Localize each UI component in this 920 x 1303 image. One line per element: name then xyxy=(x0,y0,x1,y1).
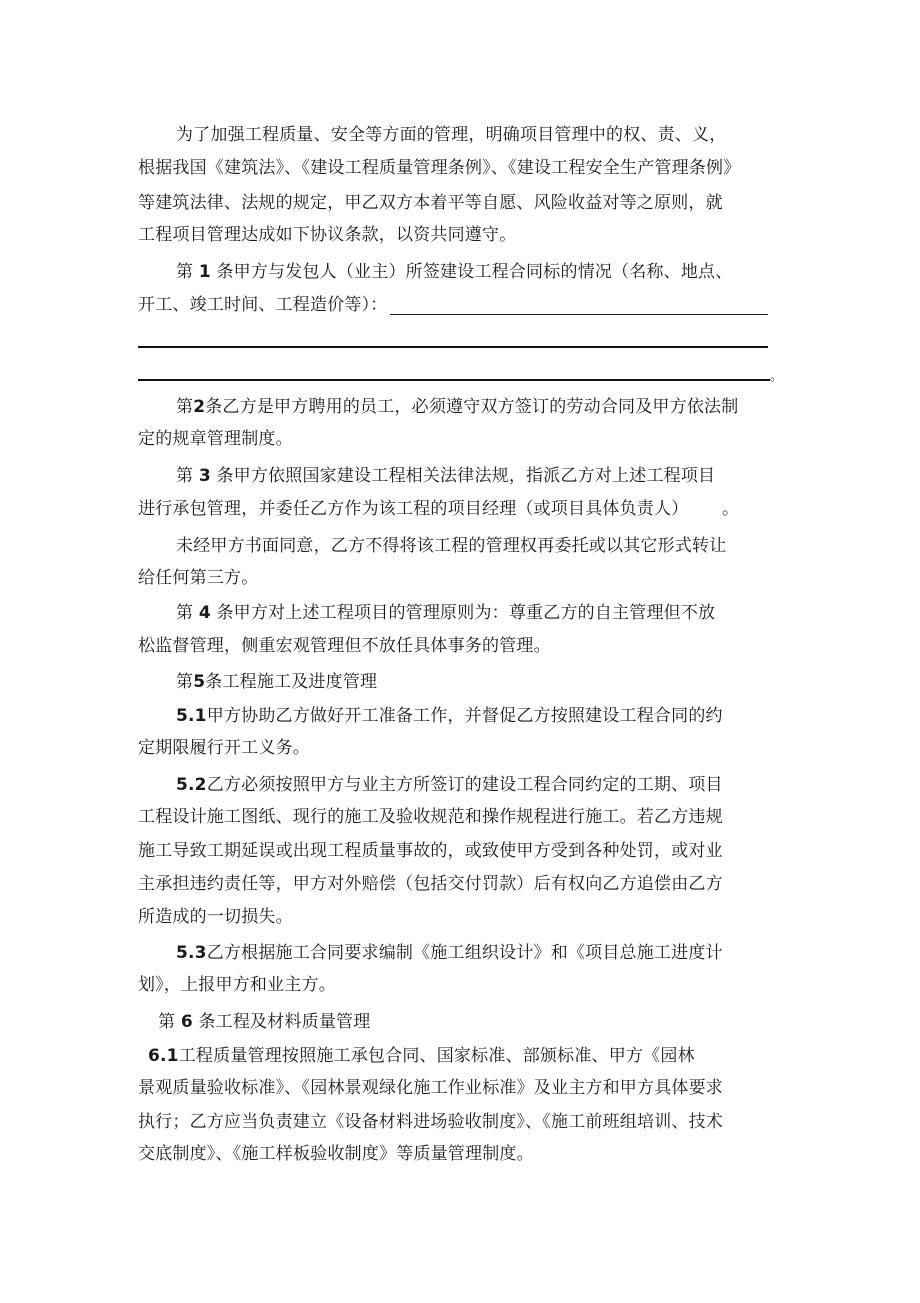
section-6-1-line-3: 执行；乙方应当负责建立《设备材料进场验收制度》、《施工前班组培训、技术 xyxy=(138,1112,723,1132)
article-1-line-2: 开工、竣工时间、工程造价等）： xyxy=(138,295,388,315)
article-6-number: 6 xyxy=(180,1012,193,1032)
section-5-3-number: 5.3 xyxy=(176,943,207,963)
article-1-end-period: 。 xyxy=(770,369,784,384)
article-2-number: 2 xyxy=(193,397,206,417)
fill-in-blank-line-2[interactable] xyxy=(138,346,768,348)
section-5-2-line-5: 所造成的一切损失。 xyxy=(138,907,293,927)
fill-in-blank-line-1[interactable] xyxy=(390,314,768,315)
section-5-2-text: 乙方必须按照甲方与业主方所签订的建设工程合同约定的工期、项目 xyxy=(206,775,723,795)
section-5-2-number: 5.2 xyxy=(176,775,207,795)
article-4-line-1 xyxy=(176,602,715,624)
preamble-line-1: 为了加强工程质量、安全等方面的管理，明确项目管理中的权、责、义， xyxy=(176,125,727,145)
section-6-1-line-2: 景观质量验收标准》、《园林景观绿化施工作业标准》及业主方和甲方具体要求 xyxy=(138,1078,723,1098)
article-3-line-1 xyxy=(176,465,715,487)
article-4-line-2: 松监督管理，侧重宏观管理但不放任具体事务的管理。 xyxy=(138,636,551,656)
section-6-1-line-4: 交底制度》、《施工样板验收制度》等质量管理制度。 xyxy=(138,1144,534,1164)
article-5-title-text: 条工程施工及进度管理 xyxy=(205,672,378,692)
article-6-title xyxy=(158,1011,370,1033)
article-5-number: 5 xyxy=(193,672,206,692)
article-4-text: 条甲方对上述工程项目的管理原则为：尊重乙方的自主管理但不放 xyxy=(216,603,716,623)
article-5-prefix: 第 xyxy=(176,672,194,692)
article-2-line-1 xyxy=(176,396,738,418)
section-5-2-line-2: 工程设计施工图纸、现行的施工及验收规范和操作规程进行施工。若乙方违规 xyxy=(138,807,723,827)
article-1-text: 条甲方与发包人（业主）所签建设工程合同标的情况（名称、地点、 xyxy=(216,262,733,282)
section-6-1-number: 6.1 xyxy=(148,1046,179,1066)
article-3-text: 条甲方依照国家建设工程相关法律法规，指派乙方对上述工程项目 xyxy=(216,466,716,486)
preamble-line-3: 等建筑法律、法规的规定，甲乙双方本着平等自愿、风险收益对等之原则，就 xyxy=(138,193,723,213)
article-5-title xyxy=(176,671,377,693)
article-4-number: 4 xyxy=(198,603,211,623)
article-1-line-1 xyxy=(176,261,732,283)
article-3-line-2: 进行承包管理，并委任乙方作为该工程的项目经理（或项目具体负责人） xyxy=(138,499,689,519)
fill-in-blank-line-3[interactable] xyxy=(138,379,770,381)
section-5-1-line-2: 定期限履行开工义务。 xyxy=(138,738,310,758)
preamble-line-2: 根据我国《建筑法》、《建设工程质量管理条例》、《建设工程安全生产管理条例》 xyxy=(138,158,741,178)
article-3-number: 3 xyxy=(198,466,211,486)
article-6-title-text: 条工程及材料质量管理 xyxy=(198,1012,371,1032)
article-1-number: 1 xyxy=(198,262,211,282)
article-3-line-2-period: 。 xyxy=(722,499,740,519)
article-2-line-2: 定的规章管理制度。 xyxy=(138,429,293,449)
article-3-line-4: 给任何第三方。 xyxy=(138,568,259,588)
section-6-1-text: 工程质量管理按照施工承包合同、国家标准、部颁标准、甲方《园林 xyxy=(178,1046,695,1066)
section-5-3-line-2: 划》，上报甲方和业主方。 xyxy=(138,975,336,995)
preamble-line-4: 工程项目管理达成如下协议条款，以资共同遵守。 xyxy=(138,225,517,245)
section-5-1-text: 甲方协助乙方做好开工准备工作，并督促乙方按照建设工程合同的约 xyxy=(206,706,723,726)
section-5-3-line-1 xyxy=(176,942,723,964)
section-5-3-text: 乙方根据施工合同要求编制《施工组织设计》和《项目总施工进度计 xyxy=(206,943,723,963)
article-3-prefix: 第 xyxy=(176,466,194,486)
section-6-1-line-1 xyxy=(148,1045,695,1067)
article-6-prefix: 第 xyxy=(158,1012,176,1032)
section-5-2-line-3: 施工导致工期延误或出现工程质量事故的，或致使甲方受到各种处罚，或对业 xyxy=(138,841,723,861)
section-5-2-line-1 xyxy=(176,774,723,796)
section-5-1-line-1 xyxy=(176,705,723,727)
section-5-1-number: 5.1 xyxy=(176,706,207,726)
article-2-text: 条乙方是甲方聘用的员工，必须遵守双方签订的劳动合同及甲方依法制 xyxy=(205,397,739,417)
article-1-prefix: 第 xyxy=(176,262,194,282)
article-4-prefix: 第 xyxy=(176,603,194,623)
article-2-prefix: 第 xyxy=(176,397,194,417)
section-5-2-line-4: 主承担违约责任等，甲方对外赔偿（包括交付罚款）后有权向乙方追偿由乙方 xyxy=(138,874,723,894)
article-3-line-3: 未经甲方书面同意，乙方不得将该工程的管理权再委托或以其它形式转让 xyxy=(176,536,727,556)
